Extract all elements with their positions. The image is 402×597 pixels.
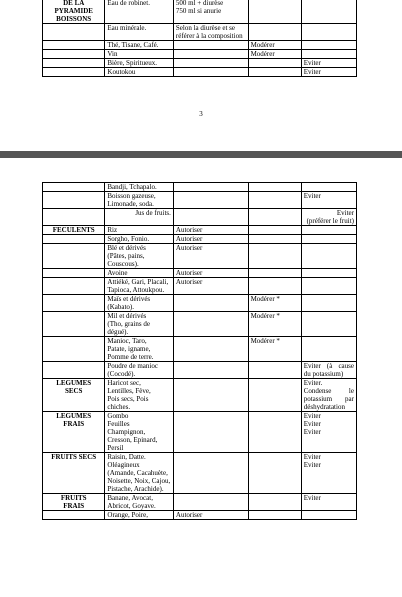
food-cell: Jus de fruits. bbox=[105, 209, 174, 226]
table-row bbox=[43, 68, 357, 77]
food-cell: Riz bbox=[105, 226, 174, 235]
table-row bbox=[43, 50, 357, 59]
food-cell: Poudre de manioc (Cocodé). bbox=[105, 362, 174, 379]
food-cell: Maïs et dérivés (Kabato). bbox=[105, 295, 174, 312]
diet-table-page-3 bbox=[42, 0, 357, 77]
food-cell: Eau de robinet. bbox=[105, 0, 174, 24]
avoid-cell bbox=[301, 24, 356, 41]
quantity-cell: Autoriser bbox=[173, 244, 248, 269]
moderate-cell bbox=[248, 244, 301, 269]
diet-table-page-4 bbox=[42, 182, 357, 520]
table-row bbox=[43, 192, 357, 209]
document-page-3 bbox=[0, 0, 402, 151]
avoid-cell bbox=[301, 50, 356, 59]
moderate-cell bbox=[248, 24, 301, 41]
quantity-cell: Autoriser bbox=[173, 226, 248, 235]
avoid-cell: Eviter (à cause du potassium) bbox=[301, 362, 356, 379]
avoid-cell bbox=[301, 41, 356, 50]
category-cell bbox=[43, 68, 105, 77]
avoid-cell bbox=[301, 511, 356, 520]
moderate-cell bbox=[248, 453, 301, 494]
category-cell: LEGUMES SECS bbox=[43, 379, 105, 412]
quantity-cell bbox=[173, 379, 248, 412]
category-cell bbox=[43, 192, 105, 209]
avoid-cell bbox=[301, 312, 356, 337]
quantity-cell bbox=[173, 59, 248, 68]
food-cell: Mil et dérivés (Tho, grains de dégué). bbox=[105, 312, 174, 337]
category-cell bbox=[43, 183, 105, 192]
avoid-cell bbox=[301, 183, 356, 192]
moderate-cell: Modérer * bbox=[248, 337, 301, 362]
avoid-cell bbox=[301, 226, 356, 235]
moderate-cell: Modérer bbox=[248, 50, 301, 59]
category-cell: LEGUMES FRAIS bbox=[43, 412, 105, 453]
quantity-cell bbox=[173, 68, 248, 77]
quantity-cell bbox=[173, 209, 248, 226]
category-cell bbox=[43, 235, 105, 244]
quantity-cell: Autoriser bbox=[173, 269, 248, 278]
table-row bbox=[43, 412, 357, 453]
food-cell: Koutokou bbox=[105, 68, 174, 77]
moderate-cell bbox=[248, 192, 301, 209]
quantity-cell bbox=[173, 41, 248, 50]
category-cell bbox=[43, 337, 105, 362]
avoid-cell: Eviter Eviter bbox=[301, 453, 356, 494]
table-row bbox=[43, 379, 357, 412]
moderate-cell bbox=[248, 235, 301, 244]
quantity-cell: 500 ml + diurèse 750 ml si anurie bbox=[173, 0, 248, 24]
quantity-cell bbox=[173, 295, 248, 312]
category-cell bbox=[43, 24, 105, 41]
avoid-cell: Eviter bbox=[301, 494, 356, 511]
food-cell: Eau minérale. bbox=[105, 24, 174, 41]
moderate-cell bbox=[248, 278, 301, 295]
category-cell bbox=[43, 511, 105, 520]
moderate-cell: Modérer * bbox=[248, 295, 301, 312]
table-row bbox=[43, 312, 357, 337]
quantity-cell bbox=[173, 337, 248, 362]
moderate-cell bbox=[248, 209, 301, 226]
avoid-cell bbox=[301, 269, 356, 278]
food-cell: Boisson gazeuse, Limonade, soda. bbox=[105, 192, 174, 209]
category-cell: FRUITS FRAIS bbox=[43, 494, 105, 511]
moderate-cell bbox=[248, 269, 301, 278]
moderate-cell bbox=[248, 59, 301, 68]
food-cell: Banane, Avocat, Abricot, Goyave. bbox=[105, 494, 174, 511]
category-cell: DE LA PYRAMIDE BOISSONS bbox=[43, 0, 105, 24]
table-row bbox=[43, 511, 357, 520]
moderate-cell bbox=[248, 0, 301, 24]
moderate-cell bbox=[248, 412, 301, 453]
food-cell: Manioc, Taro, Patate, igname, Pomme de terre. bbox=[105, 337, 174, 362]
table-row bbox=[43, 362, 357, 379]
table-row bbox=[43, 337, 357, 362]
category-cell bbox=[43, 278, 105, 295]
category-cell bbox=[43, 59, 105, 68]
avoid-cell: Eviter bbox=[301, 68, 356, 77]
table-row bbox=[43, 278, 357, 295]
quantity-cell bbox=[173, 494, 248, 511]
quantity-cell bbox=[173, 412, 248, 453]
category-cell bbox=[43, 295, 105, 312]
avoid-cell bbox=[301, 235, 356, 244]
food-cell: Sorgho, Fonio. bbox=[105, 235, 174, 244]
quantity-cell bbox=[173, 183, 248, 192]
quantity-cell: Autoriser bbox=[173, 235, 248, 244]
table-row bbox=[43, 183, 357, 192]
quantity-cell: Selon la diurèse et se référer à la composition bbox=[173, 24, 248, 41]
avoid-cell bbox=[301, 0, 356, 24]
category-cell bbox=[43, 41, 105, 50]
quantity-cell bbox=[173, 312, 248, 337]
moderate-cell: Modérer * bbox=[248, 312, 301, 337]
quantity-cell: Autoriser bbox=[173, 511, 248, 520]
food-cell: Haricot sec, Lentilles, Fève, Pois secs, Pois chiches. bbox=[105, 379, 174, 412]
category-cell bbox=[43, 362, 105, 379]
food-cell: Vin bbox=[105, 50, 174, 59]
avoid-cell: Eviter (préférer le fruit) bbox=[301, 209, 356, 226]
food-cell: Bière, Spiritueux. bbox=[105, 59, 174, 68]
food-cell: Blé et dérivés (Pâtes, pains, Couscous). bbox=[105, 244, 174, 269]
table-row bbox=[43, 453, 357, 494]
page-separator bbox=[0, 151, 402, 158]
avoid-cell: Eviter Eviter Eviter bbox=[301, 412, 356, 453]
avoid-cell bbox=[301, 244, 356, 269]
moderate-cell bbox=[248, 183, 301, 192]
quantity-cell bbox=[173, 192, 248, 209]
category-cell: FRUITS SECS bbox=[43, 453, 105, 494]
quantity-cell bbox=[173, 453, 248, 494]
category-cell bbox=[43, 209, 105, 226]
moderate-cell bbox=[248, 511, 301, 520]
moderate-cell bbox=[248, 362, 301, 379]
food-cell: Bandji, Tchapalo. bbox=[105, 183, 174, 192]
food-cell: Raisin, Datte. Oléagineux (Amande, Cacahuète, Noisette, Noix, Cajou, Pistache, Arachide). bbox=[105, 453, 174, 494]
avoid-cell bbox=[301, 337, 356, 362]
page-number: 3 bbox=[199, 110, 203, 118]
avoid-cell: Eviter. Condense le potassium par déshydratation bbox=[301, 379, 356, 412]
avoid-cell: Eviter bbox=[301, 192, 356, 209]
food-cell: Thé, Tisane, Café. bbox=[105, 41, 174, 50]
table-row bbox=[43, 295, 357, 312]
moderate-cell bbox=[248, 226, 301, 235]
document-page-4 bbox=[0, 158, 402, 597]
food-cell: Orange, Poire, bbox=[105, 511, 174, 520]
moderate-cell: Modérer bbox=[248, 41, 301, 50]
table-row bbox=[43, 209, 357, 226]
moderate-cell bbox=[248, 494, 301, 511]
table-row bbox=[43, 235, 357, 244]
category-cell: FECULENTS bbox=[43, 226, 105, 235]
category-cell bbox=[43, 312, 105, 337]
avoid-cell bbox=[301, 278, 356, 295]
table-row bbox=[43, 244, 357, 269]
quantity-cell bbox=[173, 362, 248, 379]
table-row bbox=[43, 59, 357, 68]
food-cell: Attiéké, Gari, Placali, Tapioca, Attoukpou. bbox=[105, 278, 174, 295]
avoid-cell: Eviter bbox=[301, 59, 356, 68]
table-row bbox=[43, 24, 357, 41]
food-cell: Avoine bbox=[105, 269, 174, 278]
table-row bbox=[43, 269, 357, 278]
category-cell bbox=[43, 269, 105, 278]
table-row bbox=[43, 494, 357, 511]
moderate-cell bbox=[248, 379, 301, 412]
avoid-cell bbox=[301, 295, 356, 312]
category-cell bbox=[43, 50, 105, 59]
food-cell: Gombo Feuilles Champignon, Cresson, Epinard, Persil bbox=[105, 412, 174, 453]
table-row bbox=[43, 41, 357, 50]
quantity-cell: Autoriser bbox=[173, 278, 248, 295]
category-cell bbox=[43, 244, 105, 269]
moderate-cell bbox=[248, 68, 301, 77]
quantity-cell bbox=[173, 50, 248, 59]
table-row bbox=[43, 0, 357, 24]
table-row bbox=[43, 226, 357, 235]
